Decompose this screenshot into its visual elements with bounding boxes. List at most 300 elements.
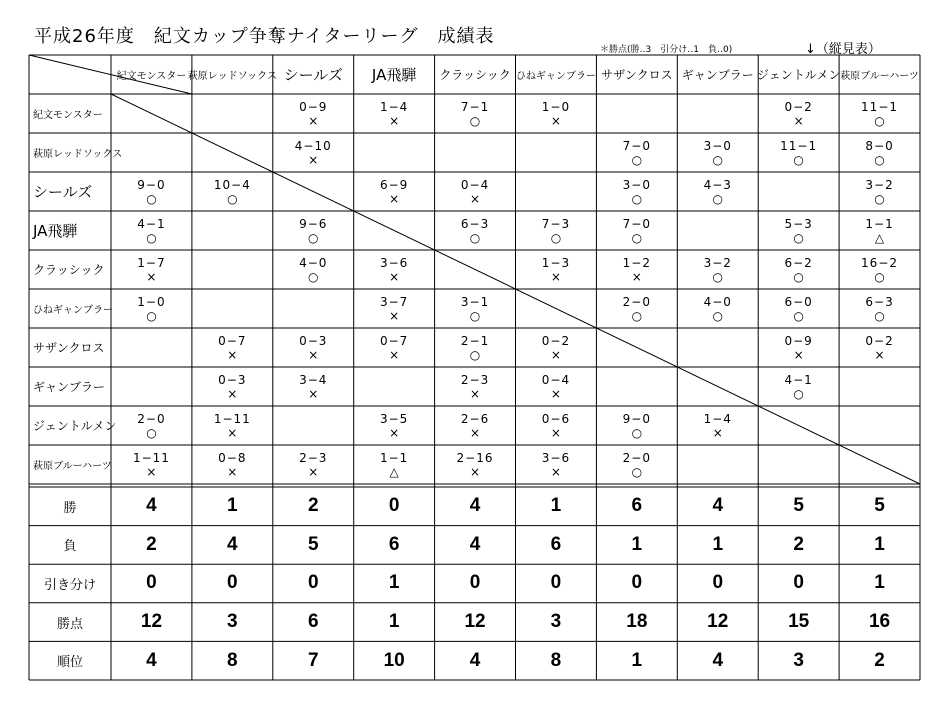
- row-header-label: ギャンブラー: [33, 380, 106, 394]
- match-score: 1−3: [541, 255, 571, 270]
- result-cell: [758, 211, 839, 250]
- result-cell: [192, 289, 273, 328]
- column-header-label: ひねギャンブラー: [515, 71, 596, 82]
- match-score: 9−0: [622, 411, 651, 426]
- column-header: [187, 55, 277, 94]
- stat-value: [516, 526, 597, 565]
- stat-value-text: 4: [146, 649, 157, 671]
- match-result-mark: ○: [712, 308, 723, 323]
- match-score: 3−1: [460, 294, 490, 309]
- match-result-mark: ×: [227, 425, 238, 440]
- match-score: 9−0: [137, 177, 166, 192]
- stat-value-text: 1: [874, 533, 885, 555]
- result-cell: [273, 211, 354, 250]
- match-result-mark: ×: [227, 464, 238, 479]
- match-score: 9−6: [299, 216, 328, 231]
- result-cell: [435, 406, 516, 445]
- match-score: 0−3: [218, 372, 247, 387]
- column-header-label: ギャンブラー: [681, 68, 754, 82]
- stat-value: [516, 641, 597, 680]
- match-result-mark: ×: [550, 425, 561, 440]
- match-score: 0−9: [784, 333, 813, 348]
- match-score: 4−3: [703, 177, 732, 192]
- match-result-mark: ×: [470, 386, 481, 401]
- result-cell: [596, 289, 677, 328]
- match-result-mark: ○: [227, 191, 238, 206]
- row-header: [29, 211, 111, 250]
- result-cell: [677, 406, 758, 445]
- stat-value-text: 8: [227, 649, 238, 671]
- result-cell: [516, 445, 597, 484]
- result-cell: [758, 328, 839, 367]
- match-result-mark: ×: [227, 386, 238, 401]
- stat-value-text: 1: [631, 649, 643, 671]
- stat-value: [839, 603, 920, 642]
- result-cell: [516, 250, 597, 289]
- result-cell: [111, 133, 192, 172]
- match-score: 1−11: [213, 411, 251, 426]
- match-score: 2−3: [460, 372, 490, 387]
- match-result-mark: ×: [793, 113, 804, 128]
- stat-value: [596, 487, 677, 526]
- result-cell: [516, 94, 597, 133]
- match-score: 7−3: [541, 216, 571, 231]
- match-score: 1−1: [379, 450, 409, 465]
- column-header: [354, 55, 435, 94]
- match-score: 3−6: [379, 255, 409, 270]
- stat-value-text: 4: [469, 495, 481, 517]
- stat-value: [758, 603, 839, 642]
- match-result-mark: ×: [146, 464, 157, 479]
- match-result-mark: ○: [874, 152, 885, 167]
- match-result-mark: ×: [793, 347, 804, 362]
- stat-value-text: 2: [793, 533, 804, 555]
- result-cell: [435, 250, 516, 289]
- result-cell: [516, 211, 597, 250]
- column-header-label: ジェントルメン: [756, 68, 841, 82]
- match-score: 5−3: [784, 216, 813, 231]
- match-score: 1−4: [703, 411, 732, 426]
- result-cell: [839, 406, 920, 445]
- row-header-label: クラッシック: [33, 263, 105, 277]
- stat-value-text: 8: [550, 649, 562, 671]
- result-cell: [758, 289, 839, 328]
- stat-value: [516, 564, 597, 603]
- result-cell: [677, 133, 758, 172]
- result-cell: [354, 211, 435, 250]
- match-result-mark: ○: [308, 230, 319, 245]
- match-score: 3−0: [703, 138, 732, 153]
- match-score: 2−0: [622, 294, 651, 309]
- match-score: 4−1: [784, 372, 813, 387]
- stat-value-text: 0: [388, 495, 400, 517]
- result-cell: [111, 406, 192, 445]
- stat-value-text: 5: [307, 533, 319, 555]
- result-cell: [758, 250, 839, 289]
- match-result-mark: ×: [389, 425, 400, 440]
- result-cell: [354, 406, 435, 445]
- result-cell: [596, 367, 677, 406]
- match-result-mark: △: [874, 230, 885, 245]
- result-cell: [354, 367, 435, 406]
- match-score: 7−0: [622, 216, 651, 231]
- result-cell: [111, 445, 192, 484]
- match-result-mark: ○: [712, 191, 723, 206]
- match-result-mark: ○: [631, 308, 643, 323]
- row-header: [29, 328, 111, 367]
- row-header: [29, 94, 111, 133]
- result-cell: [273, 172, 354, 211]
- stat-value: [192, 487, 273, 526]
- column-header-label: JA飛騨: [371, 66, 417, 84]
- stat-value: [516, 603, 597, 642]
- result-cell: [677, 445, 758, 484]
- match-score: 11−1: [780, 138, 818, 153]
- stat-value: [596, 603, 677, 642]
- match-score: 2−6: [460, 411, 490, 426]
- match-result-mark: ○: [793, 152, 804, 167]
- match-result-mark: △: [389, 464, 399, 479]
- row-header-label: 萩原レッドソックス: [33, 149, 123, 160]
- result-cell: [839, 133, 920, 172]
- result-cell: [273, 445, 354, 484]
- match-score: 0−3: [299, 333, 328, 348]
- result-cell: [273, 289, 354, 328]
- match-result-mark: ×: [389, 191, 400, 206]
- match-result-mark: ○: [793, 386, 804, 401]
- column-header: [435, 55, 516, 94]
- stat-value-text: 0: [550, 572, 562, 594]
- match-result-mark: ×: [470, 191, 481, 206]
- match-score: 3−2: [703, 255, 732, 270]
- result-cell: [273, 406, 354, 445]
- result-cell: [758, 172, 839, 211]
- result-cell: [516, 172, 597, 211]
- row-header: [29, 445, 111, 484]
- result-cell: [677, 94, 758, 133]
- match-result-mark: ○: [874, 308, 885, 323]
- match-score: 0−6: [541, 411, 571, 426]
- stat-value-text: 3: [227, 611, 238, 633]
- result-cell: [596, 133, 677, 172]
- column-header: [677, 55, 758, 94]
- match-result-mark: ×: [227, 347, 238, 362]
- match-score: 0−9: [299, 99, 328, 114]
- stat-value: [839, 526, 920, 565]
- row-header-label: 紀文モンスター: [33, 110, 103, 121]
- result-cell: [758, 406, 839, 445]
- result-cell: [354, 328, 435, 367]
- stat-value-text: 6: [631, 495, 643, 517]
- result-cell: [111, 328, 192, 367]
- stat-value-text: 1: [227, 495, 238, 517]
- row-header-label: ジェントルメン: [33, 419, 117, 433]
- stat-value: [435, 641, 516, 680]
- result-cell: [435, 367, 516, 406]
- match-result-mark: ×: [550, 113, 561, 128]
- page-title: 平成26年度 紀文カップ争奪ナイターリーグ 成績表: [34, 26, 495, 47]
- match-result-mark: ○: [793, 308, 804, 323]
- stat-value-text: 1: [550, 495, 562, 517]
- match-score: 0−2: [784, 99, 813, 114]
- result-cell: [596, 211, 677, 250]
- stat-value: [839, 564, 920, 603]
- stat-label-text: 引き分け: [43, 577, 96, 593]
- row-header-label: 萩原ブルーハーツ: [33, 461, 112, 472]
- match-score: 8−0: [865, 138, 894, 153]
- result-cell: [516, 367, 597, 406]
- match-score: 6−0: [784, 294, 813, 309]
- match-result-mark: ×: [470, 464, 481, 479]
- match-result-mark: ○: [146, 230, 157, 245]
- stat-value-text: 4: [712, 495, 724, 517]
- match-score: 6−9: [379, 177, 409, 192]
- stat-value: [758, 641, 839, 680]
- result-cell: [354, 289, 435, 328]
- result-cell: [839, 328, 920, 367]
- column-header: [111, 55, 192, 94]
- stat-value-text: 7: [307, 649, 319, 671]
- match-result-mark: ○: [469, 347, 481, 362]
- stat-value: [677, 603, 758, 642]
- result-cell: [516, 406, 597, 445]
- match-score: 3−7: [379, 294, 409, 309]
- match-score: 1−7: [137, 255, 166, 270]
- stat-value: [435, 603, 516, 642]
- match-result-mark: ×: [712, 425, 723, 440]
- stat-value-text: 0: [712, 572, 724, 594]
- stat-value: [839, 487, 920, 526]
- stat-value: [111, 564, 192, 603]
- row-header: [29, 172, 111, 211]
- stat-value-text: 0: [307, 572, 319, 594]
- result-cell: [758, 445, 839, 484]
- result-cell: [192, 367, 273, 406]
- match-result-mark: ○: [631, 191, 643, 206]
- match-score: 11−1: [861, 99, 899, 114]
- stat-value: [758, 487, 839, 526]
- match-score: 2−0: [622, 450, 651, 465]
- stat-value-text: 6: [388, 533, 400, 555]
- stat-value: [758, 564, 839, 603]
- result-cell: [192, 406, 273, 445]
- result-cell: [435, 94, 516, 133]
- result-cell: [435, 445, 516, 484]
- stat-value: [273, 564, 354, 603]
- result-cell: [435, 133, 516, 172]
- match-result-mark: ○: [469, 113, 481, 128]
- stat-value: [111, 487, 192, 526]
- result-cell: [111, 367, 192, 406]
- row-header-label: ひねギャンブラー: [33, 305, 113, 316]
- match-score: 1−2: [622, 255, 651, 270]
- result-cell: [596, 172, 677, 211]
- match-result-mark: ×: [550, 464, 561, 479]
- result-cell: [273, 367, 354, 406]
- stat-value: [354, 526, 435, 565]
- stat-value: [677, 641, 758, 680]
- match-result-mark: ○: [712, 269, 723, 284]
- stat-value: [111, 603, 192, 642]
- result-cell: [758, 367, 839, 406]
- stat-value-text: 12: [140, 611, 163, 633]
- row-header-label: シールズ: [33, 183, 93, 201]
- stat-value: [516, 487, 597, 526]
- result-cell: [839, 367, 920, 406]
- match-score: 0−4: [541, 372, 571, 387]
- stat-value-text: 6: [550, 533, 562, 555]
- match-result-mark: ○: [631, 230, 643, 245]
- stat-value: [435, 564, 516, 603]
- match-score: 7−1: [460, 99, 490, 114]
- stat-label: [29, 564, 111, 603]
- stat-value-text: 3: [793, 649, 804, 671]
- stat-value: [354, 641, 435, 680]
- result-cell: [192, 250, 273, 289]
- match-result-mark: ○: [874, 269, 885, 284]
- stat-value: [111, 641, 192, 680]
- row-header: [29, 289, 111, 328]
- result-cell: [839, 250, 920, 289]
- stat-value-text: 10: [383, 649, 405, 671]
- result-cell: [677, 367, 758, 406]
- result-cell: [192, 94, 273, 133]
- result-cell: [435, 211, 516, 250]
- stat-value: [677, 526, 758, 565]
- match-result-mark: ○: [146, 191, 157, 206]
- match-result-mark: ○: [469, 230, 481, 245]
- stat-value: [192, 526, 273, 565]
- stat-label: [29, 641, 111, 680]
- stat-value: [435, 487, 516, 526]
- result-cell: [596, 250, 677, 289]
- stat-value-text: 1: [388, 611, 400, 633]
- stat-label-text: 勝点: [56, 616, 83, 632]
- stat-label-text: 負: [63, 539, 77, 555]
- match-result-mark: ○: [469, 308, 481, 323]
- result-cell: [111, 289, 192, 328]
- stat-value-text: 2: [146, 533, 157, 555]
- result-cell: [516, 289, 597, 328]
- stat-value: [273, 487, 354, 526]
- result-cell: [354, 172, 435, 211]
- stat-value-text: 15: [788, 611, 810, 633]
- match-score: 3−5: [379, 411, 409, 426]
- stat-value: [354, 564, 435, 603]
- match-result-mark: ○: [146, 425, 157, 440]
- result-cell: [839, 172, 920, 211]
- match-result-mark: ×: [389, 113, 400, 128]
- stat-value: [596, 564, 677, 603]
- match-result-mark: ×: [308, 152, 319, 167]
- stat-value: [596, 526, 677, 565]
- stat-value: [596, 641, 677, 680]
- result-cell: [839, 289, 920, 328]
- stat-value: [677, 564, 758, 603]
- points-legend-note: ＊勝点(勝‥3 引分け‥1 負‥0): [600, 45, 733, 55]
- column-header-label: 紀文モンスター: [116, 71, 187, 82]
- column-header: [839, 55, 920, 94]
- match-score: 1−4: [379, 99, 409, 114]
- row-header: [29, 250, 111, 289]
- result-cell: [435, 172, 516, 211]
- stat-value: [435, 526, 516, 565]
- stat-value-text: 1: [631, 533, 643, 555]
- stat-value-text: 6: [307, 611, 319, 633]
- stat-value-text: 5: [793, 495, 804, 517]
- column-header: [758, 55, 839, 94]
- stat-value-text: 0: [469, 572, 481, 594]
- stat-value-text: 12: [707, 611, 729, 633]
- match-result-mark: ○: [146, 308, 157, 323]
- stat-value-text: 1: [712, 533, 724, 555]
- match-result-mark: ×: [308, 347, 319, 362]
- column-header-label: シールズ: [283, 66, 343, 84]
- stat-value: [192, 564, 273, 603]
- match-score: 16−2: [861, 255, 899, 270]
- match-score: 1−0: [541, 99, 571, 114]
- match-score: 4−0: [703, 294, 732, 309]
- row-header: [29, 406, 117, 445]
- reading-direction-note: ↓（縦見表）: [805, 42, 881, 57]
- match-score: 0−2: [541, 333, 571, 348]
- result-cell: [596, 445, 677, 484]
- match-score: 1−11: [132, 450, 170, 465]
- match-score: 4−0: [299, 255, 328, 270]
- match-score: 2−3: [299, 450, 328, 465]
- result-cell: [758, 133, 839, 172]
- result-cell: [354, 250, 435, 289]
- result-cell: [273, 133, 354, 172]
- stat-value-text: 4: [469, 649, 481, 671]
- result-cell: [677, 289, 758, 328]
- match-score: 0−7: [379, 333, 409, 348]
- match-result-mark: ○: [550, 230, 562, 245]
- stat-label: [29, 487, 111, 526]
- match-score: 3−2: [865, 177, 894, 192]
- result-cell: [516, 133, 597, 172]
- match-result-mark: ×: [470, 425, 481, 440]
- result-cell: [192, 211, 273, 250]
- stat-label: [29, 526, 111, 565]
- match-score: 3−6: [541, 450, 571, 465]
- match-result-mark: ○: [631, 152, 643, 167]
- stat-value-text: 0: [227, 572, 238, 594]
- stat-value-text: 0: [631, 572, 643, 594]
- match-result-mark: ○: [874, 113, 885, 128]
- result-cell: [273, 328, 354, 367]
- column-header-label: 萩原ブルーハーツ: [840, 71, 919, 82]
- stat-value-text: 5: [874, 495, 885, 517]
- result-cell: [596, 94, 677, 133]
- stat-value-text: 0: [793, 572, 804, 594]
- match-result-mark: ×: [308, 113, 319, 128]
- stat-value: [677, 487, 758, 526]
- result-cell: [839, 211, 920, 250]
- match-result-mark: ×: [874, 347, 885, 362]
- match-result-mark: ×: [389, 347, 400, 362]
- column-header-label: サザンクロス: [601, 68, 673, 82]
- result-cell: [596, 406, 677, 445]
- result-cell: [516, 328, 597, 367]
- column-header-label: クラッシック: [439, 68, 511, 82]
- column-header: [516, 55, 597, 94]
- match-result-mark: ○: [874, 191, 885, 206]
- match-score: 6−3: [460, 216, 490, 231]
- stat-value-text: 4: [712, 649, 724, 671]
- row-header-label: サザンクロス: [33, 341, 105, 355]
- match-score: 3−0: [622, 177, 651, 192]
